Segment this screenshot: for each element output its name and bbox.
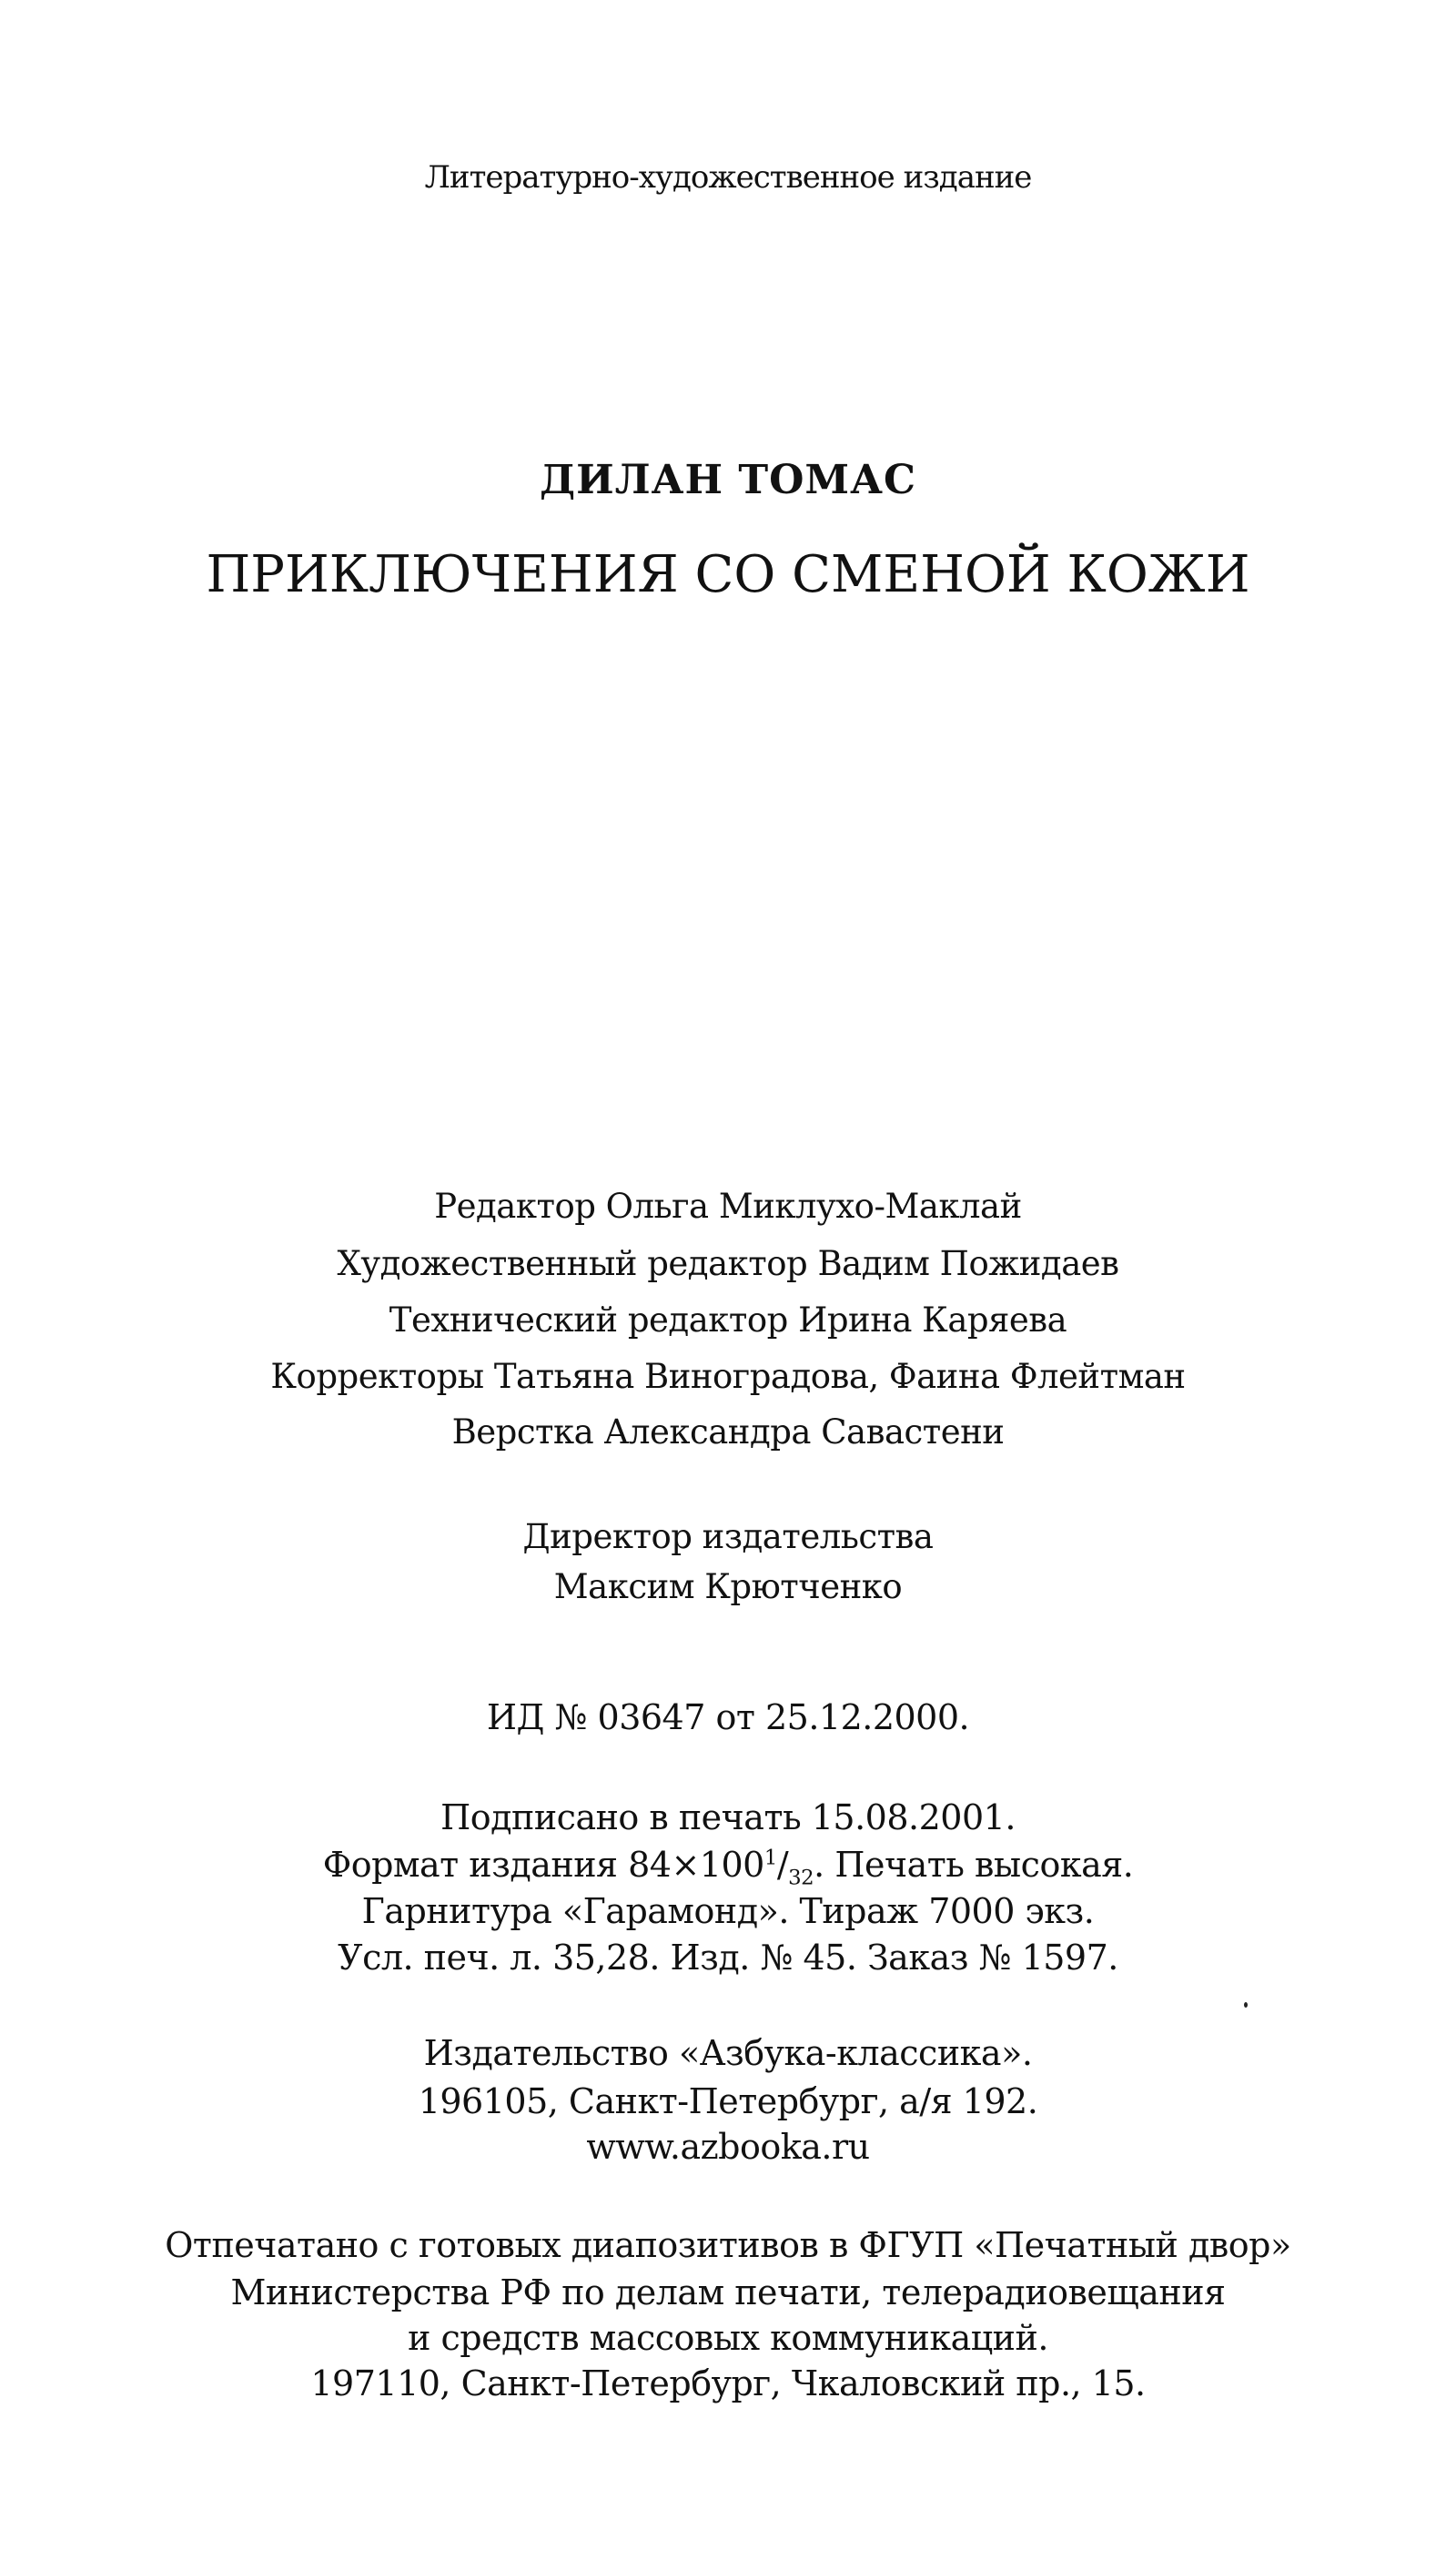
printer-line-3: и средств массовых коммуникаций. — [408, 2318, 1048, 2358]
license-number: ИД № 03647 от 25.12.2000. — [486, 1697, 970, 1737]
edition-type: Литературно-художественное издание — [424, 159, 1032, 196]
printer-line-1: Отпечатано с готовых диапозитивов в ФГУП «Печатный двор» — [165, 2225, 1291, 2265]
printer-line-4: 197110, Санкт-Петербург, Чкаловский пр., 15. — [310, 2363, 1146, 2403]
format-line: Формат издания $84\times 100^1/_{32}$. Печать высокая. — [322, 1845, 1134, 1890]
credit-proofreaders: Корректоры Татьяна Виноградова, Фаина Флейтман — [270, 1357, 1186, 1396]
credit-editor: Редактор Ольга Миклухо-Маклай — [434, 1187, 1022, 1226]
author-name: ДИЛАН ТОМАС — [540, 457, 916, 503]
director-role: Директор издательства — [522, 1517, 934, 1556]
credit-tech-editor: Технический редактор Ирина Каряева — [389, 1300, 1067, 1340]
credit-art-editor: Художественный редактор Вадим Пожидаев — [337, 1244, 1119, 1283]
publisher-address: 196105, Санкт-Петербург, а/я 192. — [418, 2081, 1038, 2121]
director-name: Максим Крютченко — [553, 1567, 903, 1606]
sheets-line: Усл. печ. л. 35,28. Изд. № 45. Заказ № 1597. — [338, 1938, 1118, 1978]
format-prefix: Формат издания 84×100 — [322, 1845, 764, 1885]
format-suffix: . Печать высокая. — [814, 1845, 1134, 1885]
book-title: ПРИКЛЮЧЕНИЯ СО СМЕНОЙ КОЖИ — [206, 545, 1250, 604]
print-speck — [1244, 2002, 1248, 2008]
format-fraction-numerator: 1 — [763, 1846, 777, 1870]
publisher-name: Издательство «Азбука-классика». — [423, 2033, 1033, 2073]
publisher-website: www.azbooka.ru — [586, 2127, 870, 2167]
format-fraction-denominator: 32 — [788, 1866, 814, 1890]
signed-date: Подписано в печать 15.08.2001. — [440, 1797, 1016, 1837]
printer-line-2: Министерства РФ по делам печати, телерадиовещания — [230, 2272, 1226, 2312]
typeface-line: Гарнитура «Гарамонд». Тираж 7000 экз. — [361, 1891, 1095, 1931]
credit-layout: Верстка Александра Савастени — [451, 1412, 1005, 1452]
